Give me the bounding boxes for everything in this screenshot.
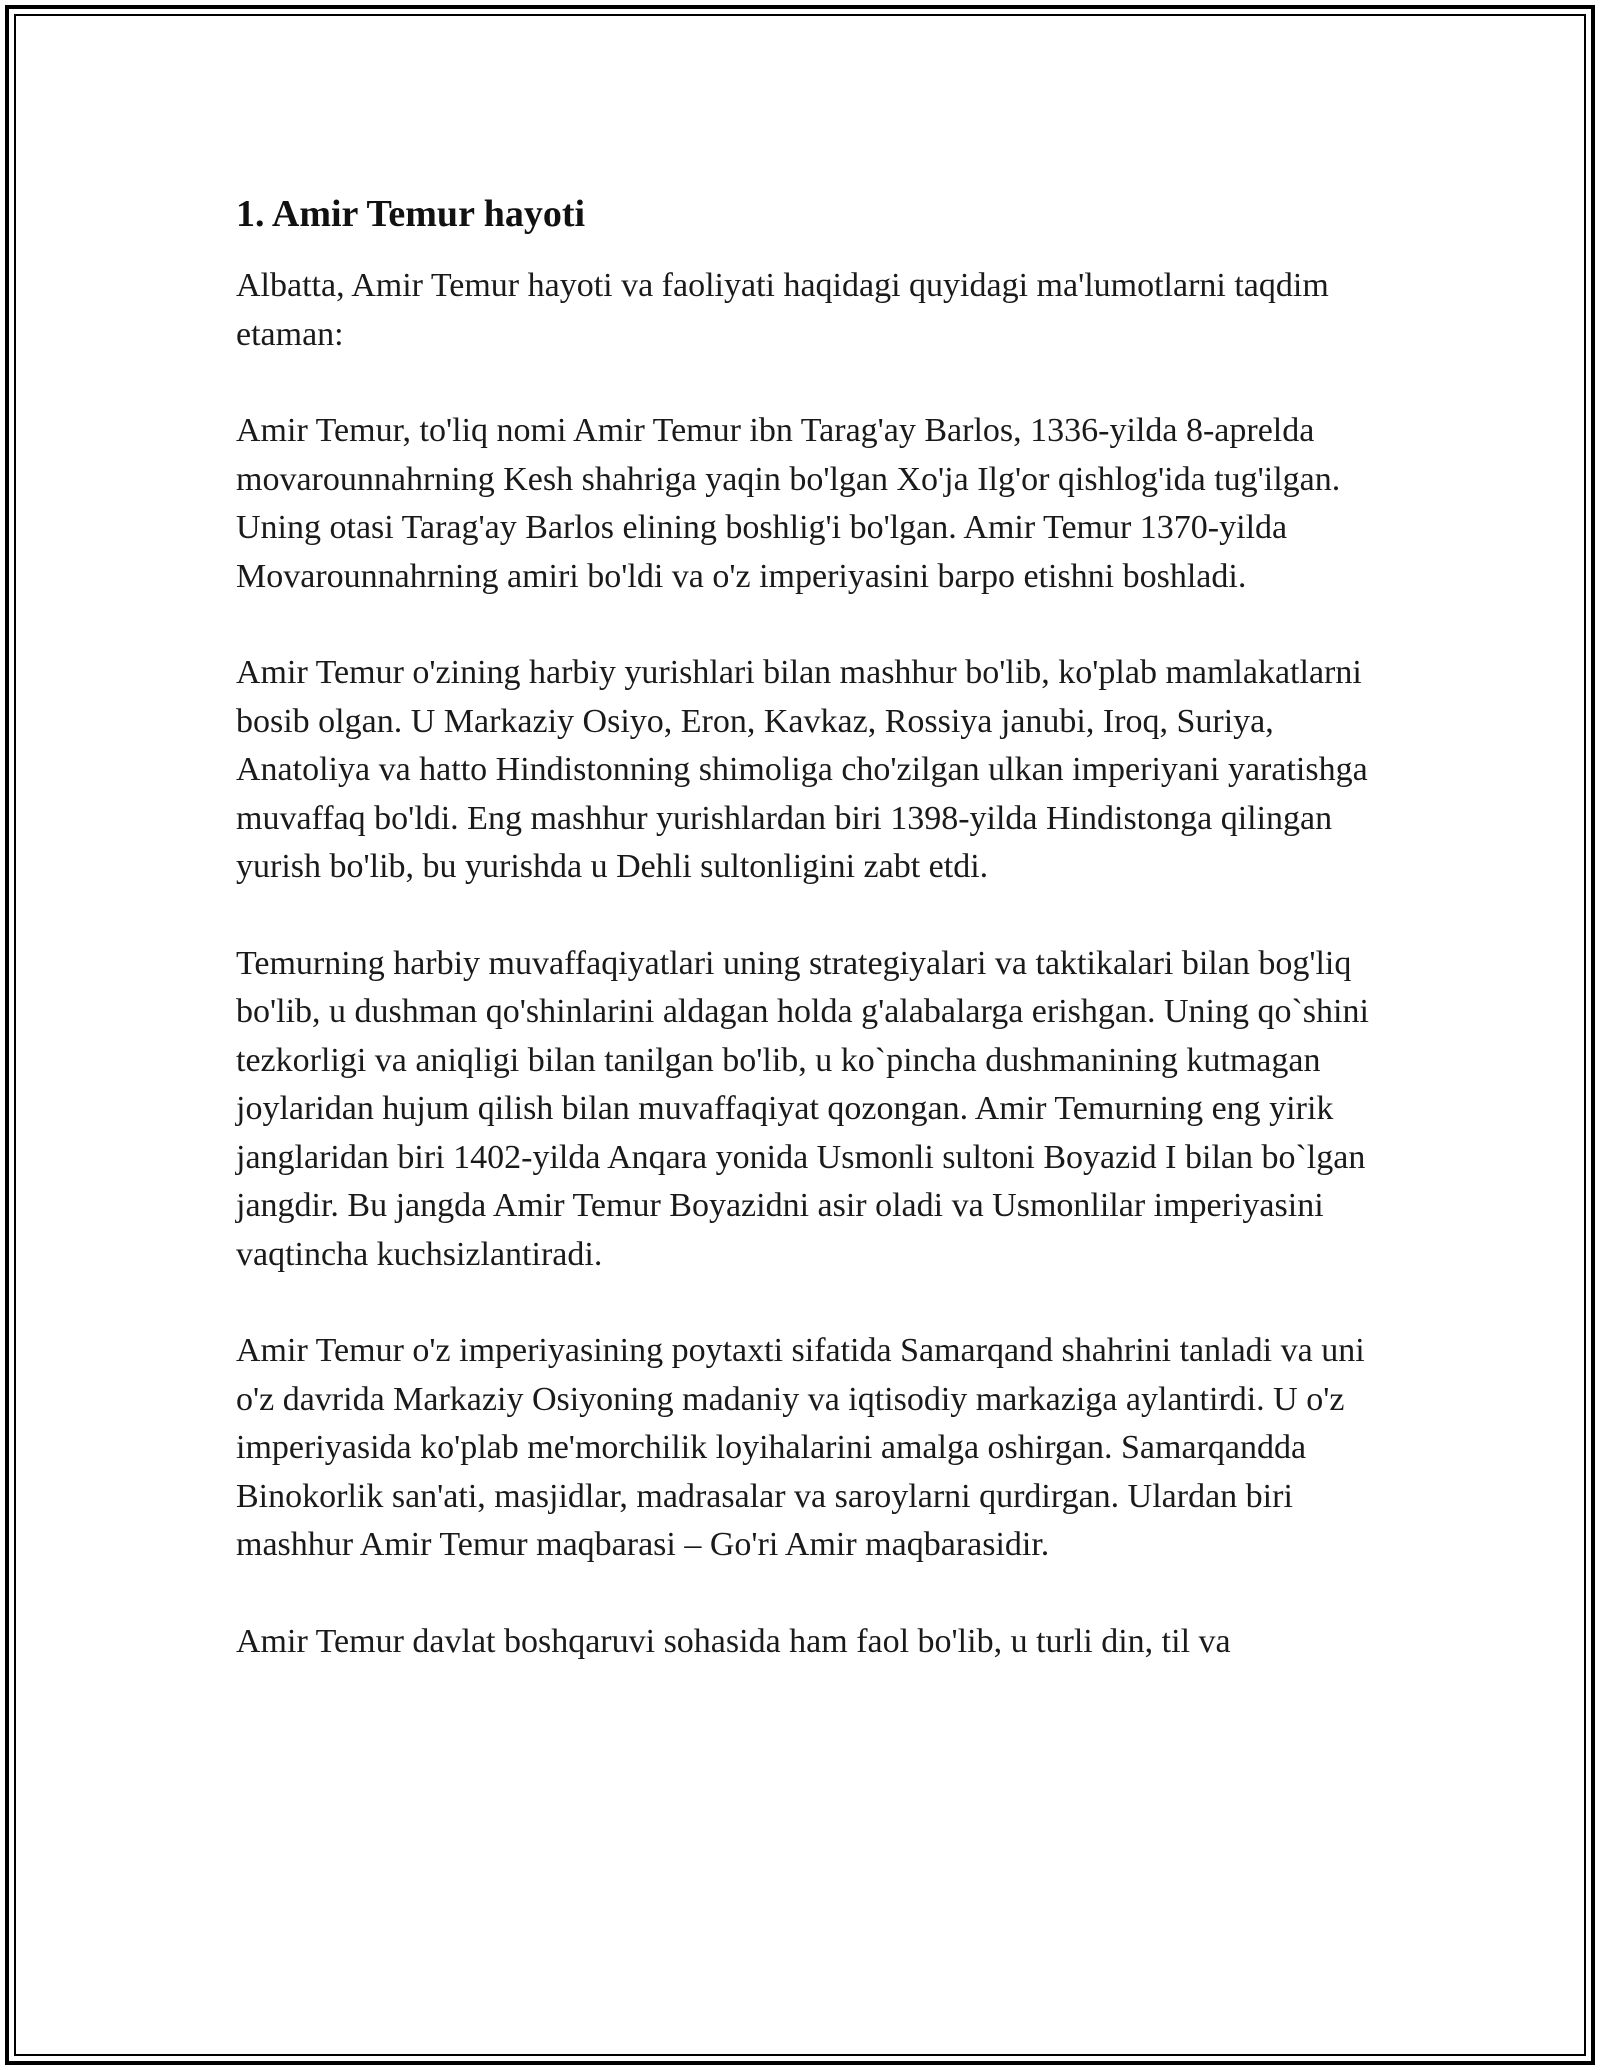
paragraph-governance: Amir Temur davlat boshqaruvi sohasida ham faol bo'lib, u turli din, til va <box>236 1622 1231 1660</box>
paragraph-tactics: Temurning harbiy muvaffaqiyatlari uning strategiyalari va taktikalari bilan bog'liq bo'lib, u dushman qo'shinlarini aldagan holda g'alabalarga erishgan. Uning qo`shini tezkorligi va aniqligi bilan tanilgan bo'lib, u ko`pincha dushmanining kutmagan joylaridan hujum qilish bilan muvaffaqiyat qozongan. Amir Temurning eng yirik janglaridan biri 1402-yilda Anqara yonida Usmonli sultoni Boyazid I bilan bo`lgan jangdir. Bu jangda Amir Temur Boyazidni asir oladi va Usmonlilar imperiyasini vaqtincha kuchsizlantiradi. <box>236 944 1369 1273</box>
paragraph-birth: Amir Temur, to'liq nomi Amir Temur ibn Tarag'ay Barlos, 1336-yilda 8-aprelda movarounnahrning Kesh shahriga yaqin bo'lgan Xo'ja Ilg'or qishlog'ida tug'ilgan. Uning otasi Tarag'ay Barlos elining boshlig'i bo'lgan. Amir Temur 1370-yilda Movarounnahrning amiri bo'ldi va o'z imperiyasini barpo etishni boshladi. <box>236 412 1341 595</box>
document-body <box>236 184 1376 1714</box>
paragraph-intro: Albatta, Amir Temur hayoti va faoliyati haqidagi quyidagi ma'lumotlarni taqdim etaman: <box>236 267 1329 353</box>
section-heading: 1. Amir Temur hayoti <box>236 193 586 235</box>
paragraph-campaigns: Amir Temur o'zining harbiy yurishlari bilan mashhur bo'lib, ko'plab mamlakatlarni bosib olgan. U Markaziy Osiyo, Eron, Kavkaz, Rossiya janubi, Iroq, Suriya, Anatoliya va hatto Hindistonning shimoliga cho'zilgan ulkan imperiyani yaratishga muvaffaq bo'ldi. Eng mashhur yurishlardan biri 1398-yilda Hindistonga qilingan yurish bo'lib, bu yurishda u Dehli sultonligini zabt etdi. <box>236 654 1368 885</box>
paragraph-samarkand: Amir Temur o'z imperiyasining poytaxti sifatida Samarqand shahrini tanladi va uni o'z davrida Markaziy Osiyoning madaniy va iqtisodiy markaziga aylantirdi. U o'z imperiyasida ko'plab me'morchilik loyihalarini amalga oshirgan. Samarqandda Binokorlik san'ati, masjidlar, madrasalar va saroylarni qurdirgan. Ulardan biri mashhur Amir Temur maqbarasi – Go'ri Amir maqbarasidir. <box>236 1332 1365 1563</box>
